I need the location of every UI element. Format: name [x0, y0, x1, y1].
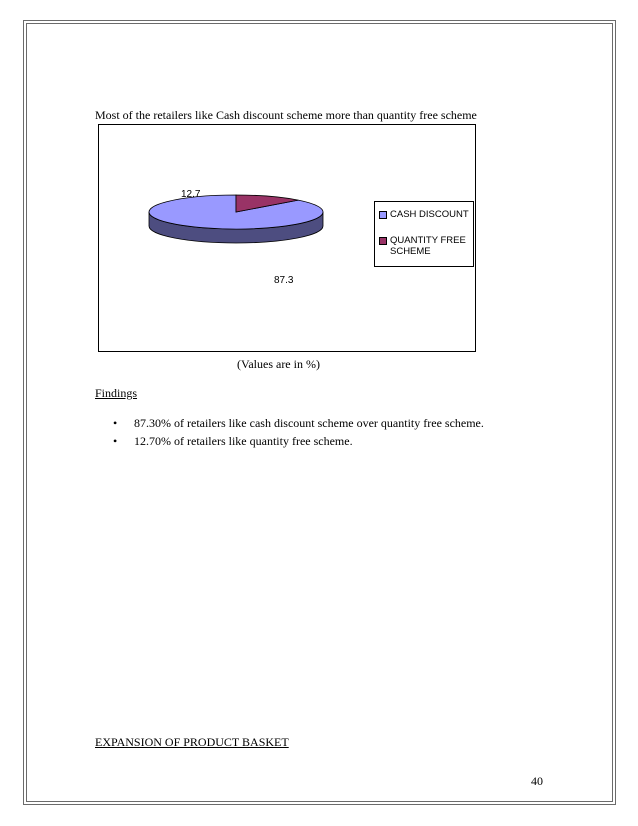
data-label-quantity-free: 12.7 [181, 189, 201, 200]
legend-swatch-quantity-free [379, 237, 387, 245]
page-number: 40 [531, 774, 543, 788]
legend-label-cash-discount: CASH DISCOUNT [390, 209, 469, 220]
finding-item: • 87.30% of retailers like cash discount scheme over quantity free scheme. [113, 414, 484, 432]
legend-item-cash-discount [379, 209, 476, 220]
values-note: (Values are in %) [237, 357, 320, 371]
finding-item: • 12.70% of retailers like quantity free scheme. [113, 432, 484, 450]
findings-list [113, 414, 484, 450]
chart-legend [374, 201, 474, 267]
legend-swatch-cash-discount [379, 211, 387, 219]
section-heading: EXPANSION OF PRODUCT BASKET [95, 735, 289, 749]
intro-text: Most of the retailers like Cash discount scheme more than quantity free scheme [95, 108, 477, 122]
data-label-cash-discount: 87.3 [274, 275, 294, 286]
legend-item-quantity-free [379, 235, 476, 257]
legend-label-quantity-free: QUANTITY FREE SCHEME [390, 235, 466, 257]
findings-heading: Findings [95, 386, 138, 400]
